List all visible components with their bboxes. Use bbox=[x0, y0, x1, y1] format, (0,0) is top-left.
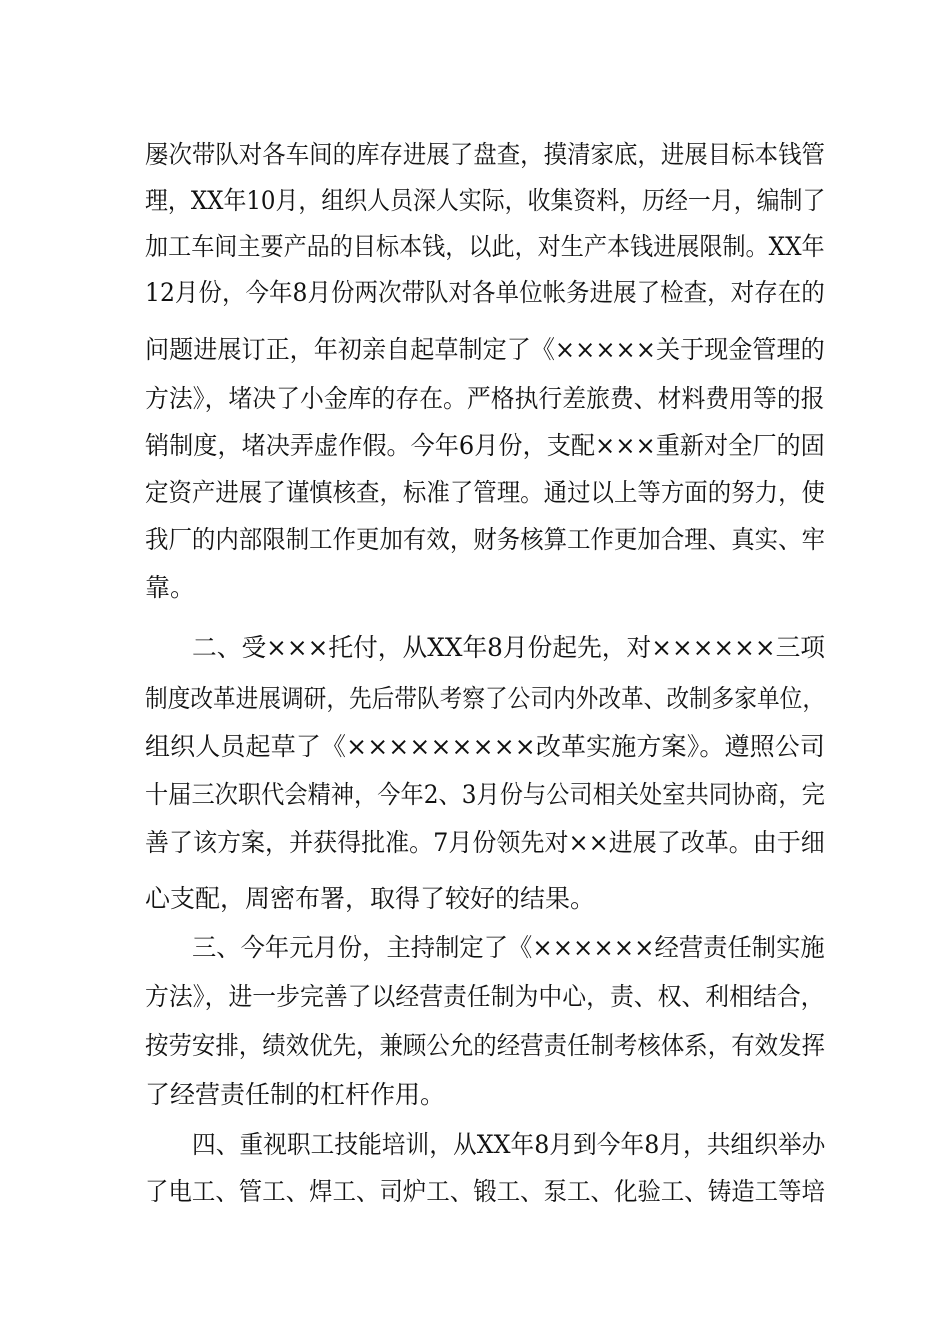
text-line: 善了该方案，并获得批准。7月份领先对××进展了改革。由于细 bbox=[145, 828, 825, 857]
paragraph-first-line: 三、今年元月份，主持制定了《××××××经营责任制实施 bbox=[192, 933, 825, 962]
text-line: 组织人员起草了《×××××××××改革实施方案》。遵照公司 bbox=[145, 732, 826, 761]
text-line: 方法》，堵决了小金库的存在。严格执行差旅费、材料费用等的报 bbox=[145, 384, 825, 413]
text-line: 销制度，堵决弄虚作假。今年6月份，支配×××重新对全厂的固 bbox=[145, 431, 825, 460]
paragraph-first-line: 四、重视职工技能培训，从XX年8月到今年8月，共组织举办 bbox=[192, 1130, 826, 1159]
text-line: 制度改革进展调研，先后带队考察了公司内外改革、改制多家单位， bbox=[145, 684, 826, 713]
text-line: 了经营责任制的杠杆作用。 bbox=[145, 1080, 446, 1109]
text-line: 十届三次职代会精神，今年2、3月份与公司相关处室共同协商，完 bbox=[145, 780, 825, 809]
text-line: 我厂的内部限制工作更加有效，财务核算工作更加合理、真实、牢 bbox=[145, 525, 826, 554]
text-line: 靠。 bbox=[145, 573, 196, 602]
text-line: 屡次带队对各车间的库存进展了盘查，摸清家底，进展目标本钱管 bbox=[145, 140, 826, 169]
text-line: 定资产进展了谨慎核查，标准了管理。通过以上等方面的努力，使 bbox=[145, 478, 826, 507]
text-line: 问题进展订正，年初亲自起草制定了《×××××关于现金管理的 bbox=[145, 335, 825, 364]
text-line: 心支配，周密布署，取得了较好的结果。 bbox=[145, 884, 596, 913]
paragraph-first-line: 二、受×××托付，从XX年8月份起先，对××××××三项 bbox=[192, 633, 826, 662]
text-line: 按劳安排，绩效优先，兼顾公允的经营责任制考核体系，有效发挥 bbox=[145, 1031, 826, 1060]
text-line: 加工车间主要产品的目标本钱，以此，对生产本钱进展限制。XX年 bbox=[145, 232, 825, 261]
text-line: 理，XX年10月，组织人员深人实际，收集资料，历经一月，编制了 bbox=[145, 186, 826, 215]
text-line: 12月份，今年8月份两次带队对各单位帐务进展了检查，对存在的 bbox=[145, 278, 825, 307]
text-line: 了电工、管工、焊工、司炉工、锻工、泵工、化验工、铸造工等培 bbox=[145, 1177, 826, 1206]
text-line: 方法》，进一步完善了以经营责任制为中心，责、权、利相结合， bbox=[145, 982, 825, 1011]
